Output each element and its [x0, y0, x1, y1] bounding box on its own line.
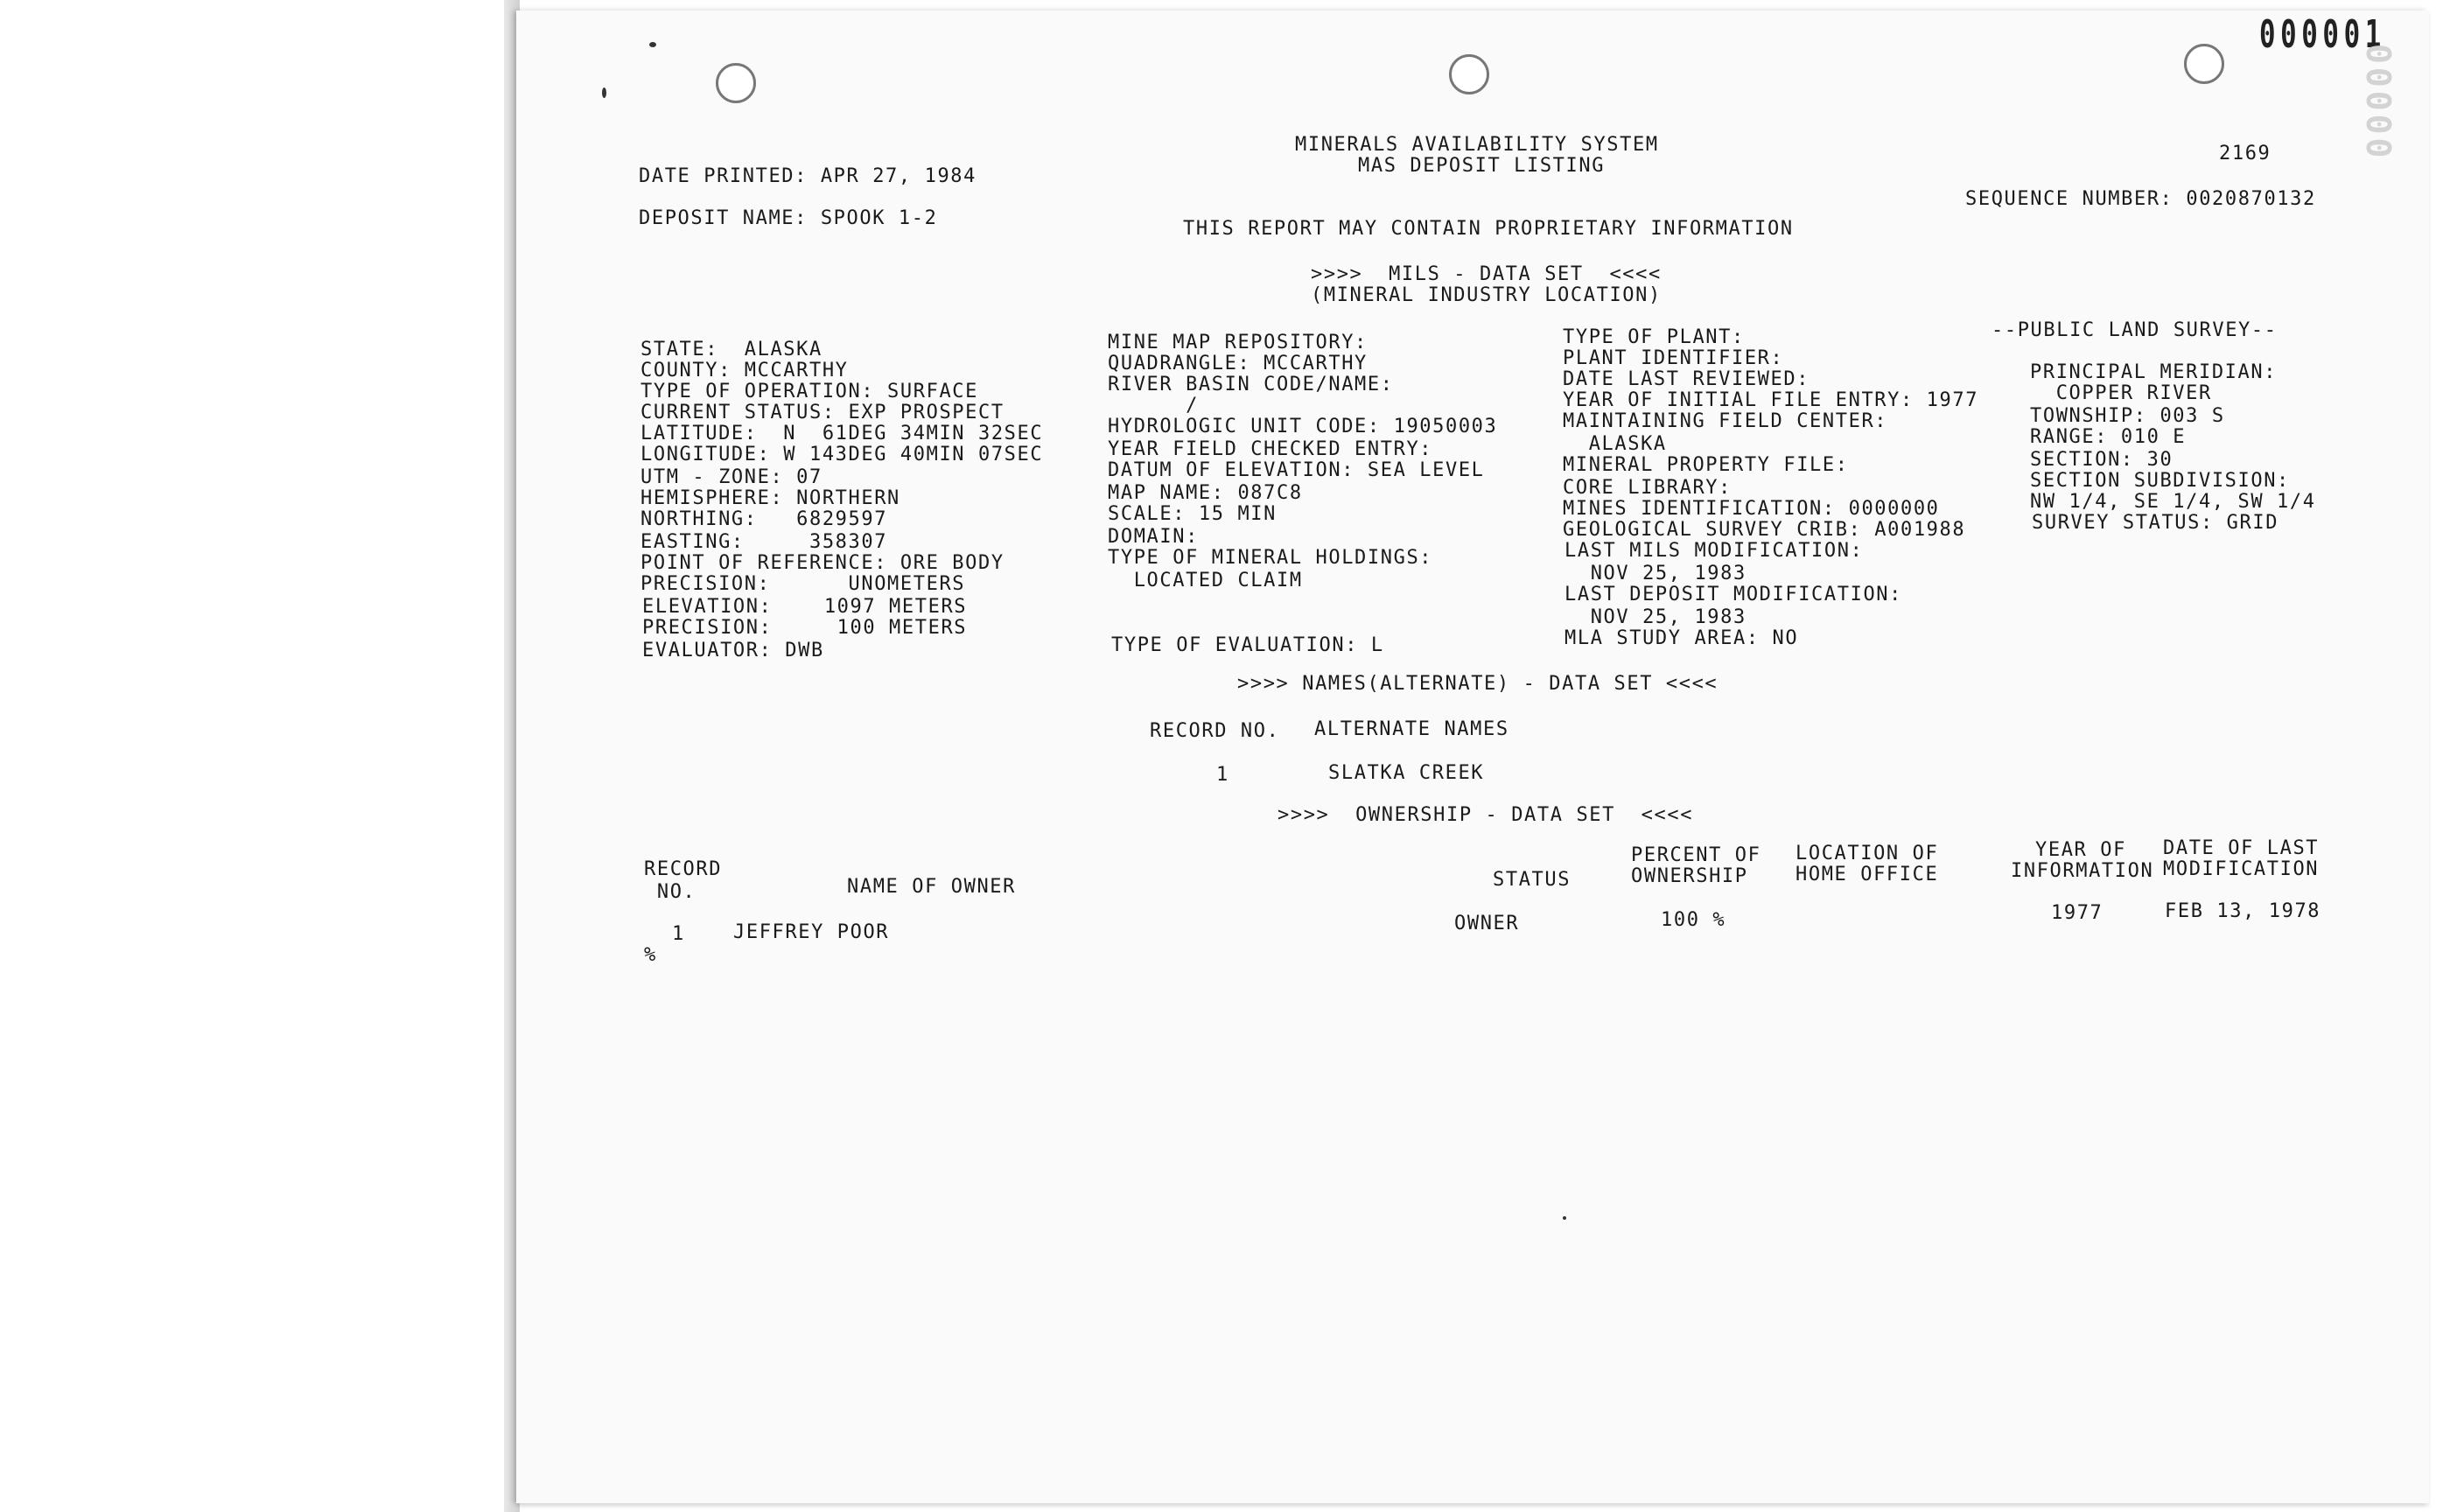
- punch-hole-left: [716, 63, 756, 103]
- punch-hole-right: [2184, 44, 2224, 84]
- field-scale: SCALE: 15 MIN: [1108, 503, 1277, 525]
- names-header-alternate: ALTERNATE NAMES: [1314, 718, 1509, 740]
- field-hemisphere: HEMISPHERE: NORTHERN: [640, 487, 900, 509]
- field-mla-study-area: MLA STUDY AREA: NO: [1564, 627, 1799, 649]
- field-latitude: LATITUDE: N 61DEG 34MIN 32SEC: [640, 423, 1044, 444]
- ownership-header-record-no: NO.: [644, 881, 696, 903]
- deposit-name: DEPOSIT NAME: SPOOK 1-2: [639, 207, 938, 229]
- bleed-through-number: 00000: [2359, 44, 2398, 162]
- field-maintaining-center-value: ALASKA: [1563, 433, 1667, 455]
- field-date-last-reviewed: DATE LAST REVIEWED:: [1563, 368, 1810, 390]
- mils-section-title: >>>> MILS - DATA SET <<<<: [1311, 263, 1662, 285]
- ownership-percent: 100 %: [1661, 909, 1726, 931]
- field-precision: PRECISION: UNOMETERS: [640, 573, 966, 595]
- ownership-section-title: >>>> OWNERSHIP - DATA SET <<<<: [1278, 804, 1694, 826]
- field-type-of-plant: TYPE OF PLANT:: [1563, 326, 1745, 348]
- field-mineral-property-file: MINERAL PROPERTY FILE:: [1563, 454, 1849, 476]
- field-hydrologic-unit: HYDROLOGIC UNIT CODE: 19050003: [1108, 416, 1498, 438]
- field-northing: NORTHING: 6829597: [640, 508, 888, 530]
- field-core-library: CORE LIBRARY:: [1563, 477, 1732, 499]
- field-mineral-holdings-value: LOCATED CLAIM: [1108, 570, 1303, 592]
- listing-title: MAS DEPOSIT LISTING: [1358, 155, 1606, 177]
- field-operation-type: TYPE OF OPERATION: SURFACE: [640, 381, 978, 402]
- field-section-subdivision: SECTION SUBDIVISION:: [2030, 470, 2290, 492]
- field-mine-map-repository: MINE MAP REPOSITORY:: [1108, 332, 1368, 354]
- speck: [602, 88, 606, 98]
- field-section: SECTION: 30: [2030, 449, 2174, 471]
- date-printed: DATE PRINTED: APR 27, 1984: [639, 165, 976, 187]
- field-type-of-evaluation: TYPE OF EVALUATION: L: [1111, 634, 1384, 656]
- field-range: RANGE: 010 E: [2030, 426, 2187, 448]
- system-title: MINERALS AVAILABILITY SYSTEM: [1295, 134, 1659, 156]
- ownership-header-location: LOCATION OF: [1796, 843, 1939, 864]
- field-section-subdivision-value: NW 1/4, SE 1/4, SW 1/4: [2030, 491, 2316, 513]
- field-last-mils-modification-value: NOV 25, 1983: [1564, 563, 1746, 584]
- field-principal-meridian: PRINCIPAL MERIDIAN:: [2030, 361, 2278, 383]
- field-survey-status: SURVEY STATUS: GRID: [2032, 512, 2279, 534]
- ownership-year: 1977: [2051, 902, 2104, 924]
- field-mines-identification: MINES IDENTIFICATION: 0000000: [1563, 498, 1940, 520]
- punch-hole-center: [1449, 54, 1489, 94]
- ownership-header-year: YEAR OF: [2035, 839, 2126, 861]
- ownership-owner-name: JEFFREY POOR: [733, 921, 890, 943]
- field-current-status: CURRENT STATUS: EXP PROSPECT: [640, 402, 1004, 424]
- field-last-deposit-modification: LAST DEPOSIT MODIFICATION:: [1564, 584, 1902, 606]
- speck: [1563, 1216, 1566, 1220]
- field-elevation: ELEVATION: 1097 METERS: [642, 596, 968, 618]
- field-year-field-checked: YEAR FIELD CHECKED ENTRY:: [1108, 438, 1433, 460]
- ownership-record-number: 1: [672, 923, 685, 945]
- field-plant-identifier: PLANT IDENTIFIER:: [1563, 347, 1784, 369]
- field-county: COUNTY: MCCARTHY: [640, 360, 849, 382]
- names-section-title: >>>> NAMES(ALTERNATE) - DATA SET <<<<: [1237, 673, 1718, 695]
- ownership-header-owner: NAME OF OWNER: [847, 876, 1016, 898]
- field-point-of-reference: POINT OF REFERENCE: ORE BODY: [640, 552, 1004, 574]
- field-elevation-precision: PRECISION: 100 METERS: [642, 617, 968, 639]
- names-alternate-name: SLATKA CREEK: [1328, 762, 1485, 784]
- field-last-mils-modification: LAST MILS MODIFICATION:: [1564, 540, 1864, 562]
- field-principal-meridian-value: COPPER RIVER: [2030, 382, 2212, 404]
- page-number: 2169: [2219, 143, 2272, 164]
- ownership-header-date-2: MODIFICATION: [2163, 858, 2320, 880]
- field-map-name: MAP NAME: 087C8: [1108, 482, 1303, 504]
- field-river-basin: RIVER BASIN CODE/NAME:: [1108, 374, 1394, 396]
- field-evaluator: EVALUATOR: DWB: [642, 640, 824, 662]
- field-river-basin-value: /: [1108, 395, 1199, 416]
- field-domain: DOMAIN:: [1108, 526, 1199, 548]
- ownership-header-status: STATUS: [1493, 869, 1572, 891]
- field-last-deposit-modification-value: NOV 25, 1983: [1564, 606, 1746, 628]
- names-record-number: 1: [1216, 764, 1229, 786]
- field-quadrangle: QUADRANGLE: MCCARTHY: [1108, 353, 1368, 374]
- document-number-stamp: 000001: [2259, 12, 2386, 57]
- field-geological-survey-crib: GEOLOGICAL SURVEY CRIB: A001988: [1563, 519, 1966, 541]
- ownership-status: OWNER: [1454, 913, 1520, 934]
- ownership-header-location-2: HOME OFFICE: [1796, 864, 1939, 886]
- proprietary-notice: THIS REPORT MAY CONTAIN PROPRIETARY INFORMATION: [1183, 218, 1794, 240]
- ownership-header-percent: PERCENT OF: [1631, 844, 1761, 866]
- field-datum-of-elevation: DATUM OF ELEVATION: SEA LEVEL: [1108, 459, 1485, 481]
- field-township: TOWNSHIP: 003 S: [2030, 405, 2225, 427]
- field-maintaining-center: MAINTAINING FIELD CENTER:: [1563, 410, 1888, 432]
- field-year-initial-entry: YEAR OF INITIAL FILE ENTRY: 1977: [1563, 389, 1979, 411]
- left-margin: [0, 0, 504, 1512]
- speck: [649, 42, 656, 47]
- ownership-header-date: DATE OF LAST: [2163, 837, 2320, 859]
- ownership-date: FEB 13, 1978: [2165, 900, 2321, 922]
- ownership-header-year-2: INFORMATION: [2011, 860, 2154, 882]
- sequence-number: SEQUENCE NUMBER: 0020870132: [1965, 188, 2316, 210]
- field-state: STATE: ALASKA: [640, 339, 822, 360]
- field-easting: EASTING: 358307: [640, 531, 888, 553]
- public-land-survey-title: --PUBLIC LAND SURVEY--: [1992, 319, 2278, 341]
- field-mineral-holdings: TYPE OF MINERAL HOLDINGS:: [1108, 547, 1433, 569]
- mils-section-subtitle: (MINERAL INDUSTRY LOCATION): [1311, 284, 1662, 306]
- ownership-header-record: RECORD: [644, 858, 723, 880]
- ownership-header-percent-2: OWNERSHIP: [1631, 865, 1748, 887]
- names-header-record: RECORD NO.: [1150, 720, 1280, 742]
- stray-percent-mark: %: [644, 944, 657, 966]
- field-longitude: LONGITUDE: W 143DEG 40MIN 07SEC: [640, 444, 1044, 466]
- field-utm-zone: UTM - ZONE: 07: [640, 466, 822, 488]
